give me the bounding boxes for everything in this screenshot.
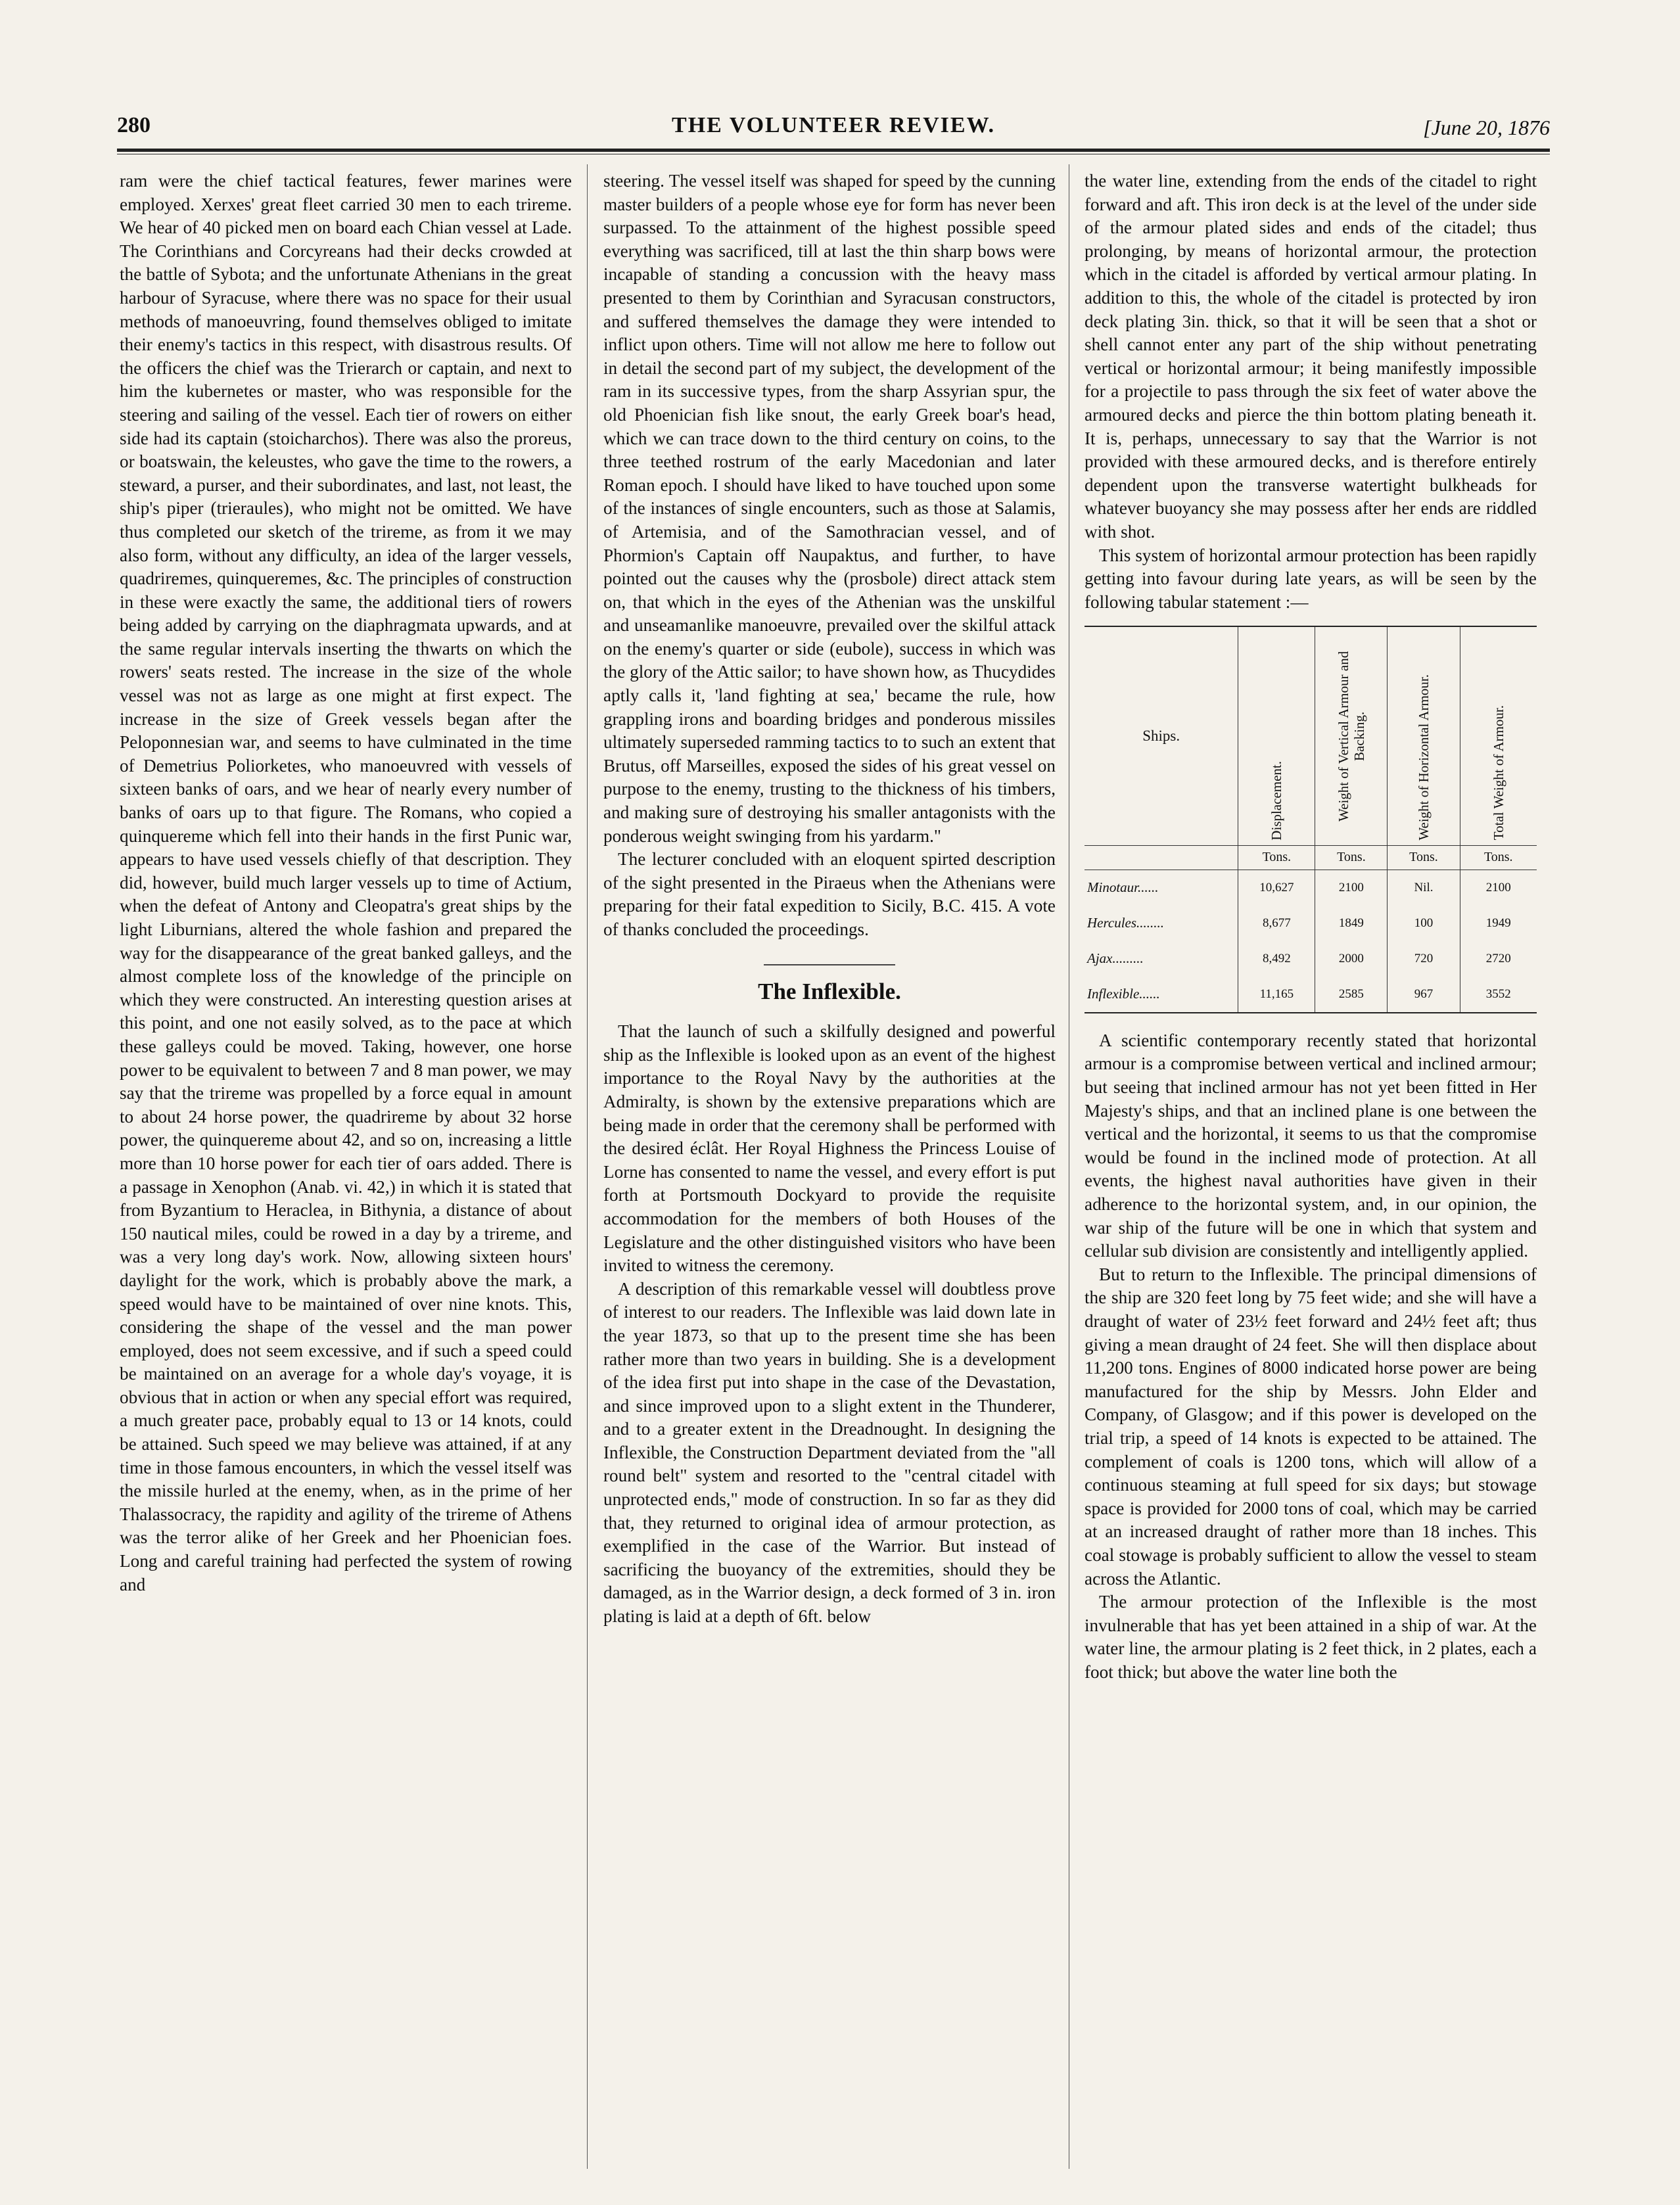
article-paragraph: A description of this remarkable vessel will doubtless prove of interest to our readers. The Inflexible was laid down late in the year 1873, so that up to the present time she has been rather more than two years in building. She is a development of the idea first put into shape in the case of the Devastation, and since improved upon to a slight extent in the Thunderer, and to a greater extent in the Dreadnought. In designing the Inflexible, the Construction Department deviated from the "all round belt" system and resorted to the "central citadel with unprotected ends," mode of construction. In so far as they did that, they returned to original idea of armour protection, as exemplified in the case of the Warrior. But instead of sacrificing the buoyancy of the extremities, should they be damaged, as in the Warrior design, a deck formed of 3 in. iron plating is laid at a depth of 6ft. below xyxy=(603,1278,1056,1627)
table-cell: Tons. xyxy=(1315,846,1388,870)
table-cell xyxy=(1085,846,1238,870)
table-header-vertical-armour: Weight of Vertical Armour and Backing. xyxy=(1315,627,1388,846)
table-header-ships: Ships. xyxy=(1142,728,1180,745)
article-paragraph: The armour protection of the Inflexible is the most invulnerable that has yet been attained in a ship of war. At the water line, the armour plating is 2 feet thick, in 2 plates, each a foot thick; but above the water line both the xyxy=(1085,1592,1537,1682)
table-cell: Tons. xyxy=(1388,846,1460,870)
column-3 xyxy=(1085,170,1537,2168)
table-cell: 2100 xyxy=(1460,870,1537,906)
table-cell: 1849 xyxy=(1315,906,1388,941)
article-paragraph: the water line, extending from the ends of the citadel to right forward and aft. This iron deck is at the level of the under side of the armour plated sides and ends of the citadel; thus prolonging, by means of horizontal armour, the protection which in the citadel is afforded by vertical armour plating. In addition to this, the whole of the citadel is protected by iron deck plating 3in. thick, so that it will be seen that a shot or shell cannot enter any part of the ship without penetrating vertical or horizontal armour; it being manifestly impossible for a projectile to pass through the six feet of water above the armoured decks and pierce the thin bottom plating beneath it. It is, perhaps, unnecessary to say that the Warrior is not provided with these armoured decks, and is therefore entirely dependent upon the transverse watertight bulkheads for whatever buoyancy she may possess after her ends are riddled with shot. xyxy=(1085,171,1537,542)
article-paragraph: The lecturer concluded with an eloquent spirted description of the sight presented in the Piraeus when the Athenians were preparing for their fatal expedition to Sicily, B.C. 415. A vote of thanks concluded the proceedings. xyxy=(603,849,1056,939)
table-cell: 967 xyxy=(1388,977,1460,1012)
table-cell-ship: Hercules........ xyxy=(1087,915,1165,931)
column-2 xyxy=(603,170,1056,2168)
table-header-displacement: Displacement. xyxy=(1238,627,1315,846)
table-cell: Nil. xyxy=(1388,870,1460,906)
article-paragraph: This system of horizontal armour protection has been rapidly getting into favour during late years, as will be seen by the following tabular statement :— xyxy=(1085,545,1537,612)
column-divider xyxy=(587,164,588,2169)
page-number: 280 xyxy=(117,113,151,137)
armour-table xyxy=(1085,626,1537,1013)
article-paragraph: That the launch of such a skilfully designed and powerful ship as the Inflexible is looked upon as an event of the highest importance to the Royal Navy by the authorities at the Admiralty, is shown by the extensive preparations which are being made in order that the ceremony shall be performed with the desired éclât. Her Royal Highness the Princess Louise of Lorne has consented to name the vessel, and every effort is put forth at Portsmouth Dockyard to provide the requisite accommodation for the members of both Houses of the Legislature and the other distinguished visitors who have been invited to witness the ceremony. xyxy=(603,1021,1056,1276)
table-row xyxy=(1085,941,1537,977)
table-cell: 11,165 xyxy=(1238,977,1315,1012)
header-rule xyxy=(117,149,1550,152)
column-1 xyxy=(120,170,572,2168)
article-paragraph: ram were the chief tactical features, fewer marines were employed. Xerxes' great fleet carried 30 men to each trireme. We hear of 40 picked men on board each Chian vessel at Lade. The Corinthians and Corcyreans had their decks crowded at the battle of Sybota; and the unfortunate Athenians in the great harbour of Syracuse, where there was no space for their usual methods of manoeuvring, found themselves obliged to imitate their enemy's tactics in this respect, with disastrous results. Of the officers the chief was the Trierarch or captain, and next to him the kubernetes or master, who was responsible for the steering and sailing of the vessel. Each tier of rowers on either side had its captain (stoicharchos). There was also the proreus, or boatswain, the keleustes, who gave the time to the rowers, a steward, a purser, and their subordinates, and last, not least, the ship's piper (trieraules), who might not be omitted. We have thus completed our sketch of the trireme, as from it we may also form, without any difficulty, an idea of the larger vessels, quadriremes, quinqueremes, &c. The principles of construction in these were exactly the same, the additional tiers of rowers being added by carrying on the diaphragmata upwards, and at the same regular intervals inserting the thwarts on which the rowers' seats rested. The increase in the size of the whole vessel was not as large as one might at first expect. The increase in the size of Greek vessels began after the Peloponnesian war, and seems to have culminated in the time of Demetrius Poliorketes, who manoeuvred with vessels of sixteen banks of oars, and we hear of nearly every number of banks of oars up to that figure. The Romans, who copied a quinquereme which fell into their hands in the first Punic war, appears to have used vessels chiefly of that description. They did, however, build much larger vessels up to time of Actium, when the defeat of Antony and Cleopatra's great ships by the light Liburnians, altered the whole fashion and prepared the way for the disappearance of the great banked galleys, and the almost complete loss of the knowledge of the principle on which they were constructed. An interesting question arises at this point, and one not easily solved, as to the pace at which these galleys could be moved. Taking, however, one horse power to be equivalent to between 7 and 8 man power, we may say that the trireme was propelled by a force equal in amount to about 24 horse power, the quadrireme by about 32 horse power, the quinquereme about 42, and so on, increasing a little more than 10 horse power for each tier of oars added. There is a passage in Xenophon (Anab. vi. 42,) in which it is stated that from Byzantium to Heraclea, in Bithynia, a distance of about 150 nautical miles, could be rowed in a day by a trireme, and was a very long day's work. Now, allowing sixteen hours' daylight for the work, which is probably above the mark, a speed would have to be maintained of over nine knots. This, considering the shape of the vessel and the man power employed, does not seem excessive, and if such a speed could be maintained on an average for a whole day's voyage, it is obvious that in action or when any special effort was required, a much greater pace, probably equal to 13 or 14 knots, could be attained. Such speed we may believe was attained, if at any time in those famous encounters, in which the vessel itself was the missile hurled at the enemy, when, as in the prime of her Thalassocracy, the rapidity and agility of the trireme of Athens was the terror alike of her Greek and her Phoenician foes. Long and careful training had perfected the system of rowing and xyxy=(120,171,572,1594)
table-cell: 2000 xyxy=(1315,941,1388,977)
article-paragraph: But to return to the Inflexible. The principal dimensions of the ship are 320 feet long by 75 feet wide; and she will have a draught of water of 23½ feet forward and 24½ feet aft; thus giving a mean draught of 24 feet. She will then displace about 11,200 tons. Engines of 8000 indicated horse power are being manufactured for the ship by Messrs. John Elder and Company, of Glasgow; and if this power is developed on the trial trip, a speed of 14 knots is expected to be attained. The complement of coals is 1200 tons, which will allow of a continuous steaming at full speed for six days; but stowage space is provided for 2000 tons of coal, which may be carried at an increased draught of rather more than 18 inches. This coal stowage is probably sufficient to allow the vessel to steam across the Atlantic. xyxy=(1085,1264,1537,1589)
table-cell: Tons. xyxy=(1460,846,1537,870)
table-cell: Tons. xyxy=(1238,846,1315,870)
table-header-total-armour: Total Weight of Armour. xyxy=(1460,627,1537,846)
table-cell: 8,677 xyxy=(1238,906,1315,941)
table-cell-ship: Minotaur...... xyxy=(1087,879,1159,896)
publication-title: THE VOLUNTEER REVIEW. xyxy=(672,113,995,137)
table-cell: 1949 xyxy=(1460,906,1537,941)
article-paragraph: steering. The vessel itself was shaped for speed by the cunning master builders of a people whose eye for form has never been surpassed. To the attainment of the highest possible speed everything was sacrificed, till at last the thin sharp bows were incapable of standing a concussion with the heavy mass presented to them by Corinthian and Syracusan constructors, and suffered themselves the damage they were intended to inflict upon others. Time will not allow me here to follow out in detail the second part of my subject, the development of the ram in its successive types, from the sharp Assyrian spur, the old Phoenician fish like snout, the early Greek boar's head, which we can trace down to the third century on coins, to the three teethed rostrum of the early Macedonian and later Roman epoch. I should have liked to have touched upon some of the instances of single encounters, such as those at Salamis, of Artemisia, and of the Samothracian vessel, and of Phormion's Captain off Naupaktus, and further, to have pointed out the causes why the (prosbole) direct attack stem on, that which in the eyes of the Athenian was the unskilful and unseamanlike manoeuvre, prevailed over the skilful attack on the enemy's quarter or side (eubole), success in which was the glory of the Attic sailor; to have shown how, as Thucydides aptly calls it, 'land fighting at sea,' became the rule, how grappling irons and boarding bridges and ponderous missiles ultimately superseded ramming tactics to to such an extent that Brutus, off Marseilles, exposed the sides of his great vessel on purpose to the enemy, trusting to the thickness of his timbers, and making sure of destroying his smaller antagonists with the ponderous weight swinging from his yardarm." xyxy=(603,171,1056,846)
table-header-horizontal-armour: Weight of Horizontal Armour. xyxy=(1388,627,1460,846)
article-paragraph: A scientific contemporary recently stated that horizontal armour is a compromise between vertical and inclined armour; but seeing that inclined armour has not yet been fitted in Her Majesty's ships, and that an inclined plane is one between the vertical and the horizontal, it seems to us that the compromise would be found in the inclined mode of protection. At all events, the highest naval authorities have given in their adherence to the horizontal system, and, in our opinion, the war ship of the future will be one in which that system and cellular sub division are consistently and intelligently applied. xyxy=(1085,1030,1537,1261)
table-cell: 100 xyxy=(1388,906,1460,941)
table-cell: 2100 xyxy=(1315,870,1388,906)
table-cell: 8,492 xyxy=(1238,941,1315,977)
table-cell-ship: Inflexible...... xyxy=(1087,986,1160,1002)
section-title: The Inflexible. xyxy=(758,978,901,1004)
table-cell: 10,627 xyxy=(1238,870,1315,906)
table-row xyxy=(1085,870,1537,906)
table-cell-ship: Ajax......... xyxy=(1087,950,1144,967)
table-row xyxy=(1085,906,1537,941)
section-heading xyxy=(603,964,1056,1004)
table-units-row xyxy=(1085,846,1537,870)
issue-date: [June 20, 1876 xyxy=(1423,116,1550,139)
masthead xyxy=(117,113,1550,147)
table-cell: 720 xyxy=(1388,941,1460,977)
heading-rule xyxy=(764,964,895,965)
table-cell: 2720 xyxy=(1460,941,1537,977)
table-cell: 3552 xyxy=(1460,977,1537,1012)
table-cell: 2585 xyxy=(1315,977,1388,1012)
armour-data-table xyxy=(1085,627,1537,1012)
table-row xyxy=(1085,977,1537,1012)
table-header-row xyxy=(1085,627,1537,846)
